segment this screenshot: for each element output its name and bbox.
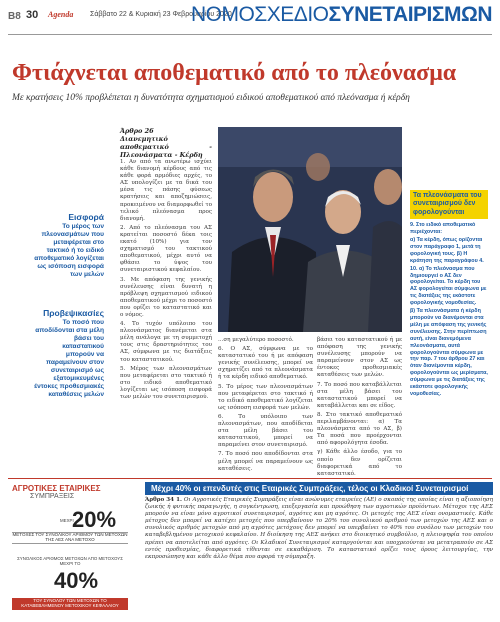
bottom-text-body: Οι Αγροτικές Εταιρικές Συμπράξεις είναι ανώνυμες εταιρείες (ΑΕ) ο σκοπός της οποίας είναι η αξιοποίηση ζωικής ή φυτικής παραγωγής, η συγκέντρωση, επεξεργασία και προώθηση των αγροτικών προϊόντων. Μέτοχοι της ΑΕΣ μπορούν να είναι μόνο αγροτικοί συνεταιρισμοί, αγρότες και μη αγρότες. Οι μετοχές της ΑΕΣ είναι ονομαστικές. Κάθε μέτοχος δεν μπορεί να κατέχει μετοχές που υπερβαίνουν το 20% του συνολικού αριθμού των μετοχών της ΑΕΣ και ο συνολικός αριθμός μετοχών από μη αγρότες μετόχους δεν μπορεί να υπερβαίνει το 40% του συνόλου των μετοχών του καταβεβλημένου μετοχικού κεφαλαίου. Η διοίκηση της ΑΕΣ ανήκει στο διοικητικό συμβούλιο, η πλειοψηφία του οποίου πρέπει να αποτελείται από αγρότες. Οι Κλαδικοί Συνεταιρισμοί καταργούνται και υποχρεούνται να μετατραπούν σε ΑΣ εντός προθεσμίας, διαφορετικά τίθενται σε εκκαθάριση. Το καταστατικό ορίζει τους όρους λειτουργίας, την εκπροσώπηση και κάθε άλλο θέμα που αφορά τη σύμπραξη.	[145, 497, 494, 560]
page-header	[8, 5, 492, 27]
stat1-value: 20%	[72, 507, 117, 532]
paragraph: ...ση μεγαλύτερο ποσοστό.	[218, 337, 294, 343]
sidebar	[410, 190, 488, 399]
sidebar-title: Τα πλεονάσματα του συνεταιρισμού δεν φορολογούνται	[410, 190, 488, 219]
blurb-text: Το μέρος των πλεονασμάτων που μεταφέρεται στο τακτικό ή το ειδικό αποθεματικό λογίζεται ως ισόποση εισφορά των μελών	[34, 223, 104, 278]
article-column-1	[120, 127, 212, 472]
blurb-prothesmiakes	[34, 308, 104, 399]
stat2-desc: ΤΟΥ ΣΥΝΟΛΟΥ ΤΩΝ ΜΕΤΟΧΩΝ ΤΟ ΚΑΤΑΒΕΒΛΗΜΕΝΟΥ ΜΕΤΟΧΙΚΟΥ ΚΕΦΑΛΑΙΟΥ	[12, 598, 128, 610]
sidebar-item: 9. Στο ειδικό αποθεματικό περιέχονται:	[410, 222, 476, 236]
photo-illustration	[218, 127, 402, 332]
paragraph: 6. Το υπόλοιπο των πλεονασμάτων, που αποδίδεται στα μέλη βάσει του καταστατικού, μπορεί να παραμείνει στον συνεταιρισμό.	[218, 413, 313, 449]
sidebar-item: β) Τα πλεονάσματα ή κέρδη μπορούν να διανέμονται στα μέλη με απόφαση της γενικής συνέλευσης. Στην περίπτωση αυτή, είναι διανεμόμενα πλεονάσματα, αυτά φορολογούνται σύμφωνα με την παρ. 7 του άρθρου 27 και όταν διανέμονται κέρδη, φορολογούνται ως μερίσματα, σύμφωνα με τις διατάξεις της εκάστοτε φορολογικής νομοθεσίας.	[410, 308, 488, 397]
sidebar-body	[410, 222, 488, 398]
paragraph: 7. Το ποσό που καταβάλλεται στα μέλη βάσει του καταστατικού μπορεί να καταβάλλεται και σε είδος.	[317, 381, 402, 409]
section-code: B8	[8, 11, 21, 22]
blurb-title: Εισφορά	[68, 212, 104, 222]
bottom-tag-sub: ΣΥΜΠΡΑΞΕΙΣ	[30, 493, 75, 500]
article-heading: Άρθρο 26	[120, 127, 154, 135]
paragraph: 5. Μέρος των πλεονασμάτων που μεταφέρεται στο τακτικό ή στο ειδικό αποθεματικό λογίζεται ως ισόποση εισφορά των μελών του συνεταιρισμού.	[120, 365, 212, 400]
article-subhead: Με κρατήσεις 10% προβλέπεται η δυνατότητα σχηματισμού ειδικού αποθεματικού από πλεόνασμα ή κέρδη	[12, 93, 410, 103]
stat1-desc: ΜΕΤΟΧΕΣ ΤΟΥ ΣΥΝΟΛΙΚΟΥ ΑΡΙΘΜΟΥ ΤΩΝ ΜΕΤΟΧΩΝ ΤΗΣ ΑΕΣ ΑΝΑ ΜΕΤΟΧΟ	[12, 532, 128, 544]
brand-name: Agenda	[48, 10, 74, 19]
bottom-headline: Μέχρι 40% οι επενδυτές στις Εταιρικές Συμπράξεις, τέλος οι Κλαδικοί Συνεταιρισμοί	[145, 482, 493, 495]
article-headline: Φτιάχνεται αποθεματικό από το πλεόνασμα	[12, 60, 457, 86]
section-title-b: ΣΥΝΕΤΑΙΡΙΣΜΩΝ	[328, 3, 492, 26]
article-subheading: Διανεμητικό αποθεματικό - Πλεονάσματα - Κέρδη	[120, 135, 212, 159]
article-photo	[218, 127, 402, 332]
paragraph: 4. Το τυχόν υπόλοιπο του πλεονάσματος διανέμεται στα μέλη ανάλογα με τη συμμετοχή τους στις δραστηριότητες του ΑΣ, σύμφωνα με τις διατάξεις του καταστατικού.	[120, 321, 212, 363]
blurb-text: Το ποσό που αποδίδονται στα μέλη βάσει του καταστατικού μπορούν να παραμείνουν στον συνεταιρισμό ως εξατομικευμένες έντοκες προθεσμιακές καταθέσεις μελών	[34, 319, 104, 398]
paragraph: 3. Με απόφαση της γενικής συνέλευσης είναι δυνατή η πρόβλεψη σχηματισμού ειδικού αποθεματικού μέχρι το ποσοστό που ορίζει το καταστατικό και ο νόμος.	[120, 276, 212, 318]
page-number: 30	[26, 9, 39, 21]
paragraph: γ) Κάθε άλλο έσοδο, για το οποίο δεν ορίζεται διαφορετικά από το καταστατικό.	[317, 449, 402, 477]
stat1-pre: ΜΕΧΡΙ	[60, 518, 74, 523]
paragraph: βάσει του καταστατικού ή με απόφαση της γενικής συνέλευσης μπορούν να παραμείνουν στον ΑΣ ως έντοκες προθεσμιακές καταθέσεις των μελών.	[317, 337, 402, 379]
paragraph: 5. Το μέρος των πλεονασμάτων που μεταφέρεται στο τακτικό ή το ειδικό αποθεματικό λογίζεται ως ισόποση εισφορά των μελών.	[218, 383, 313, 411]
bottom-text-lead: Άρθρο 34 1.	[145, 497, 182, 503]
bottom-tag	[12, 484, 101, 500]
sidebar-item: α) Τα κέρδη, όπως ορίζονται στον παράγραφο 1, μετά τη φορολογική τους. β) Η κράτηση της παραγράφου 4.	[410, 237, 484, 264]
article-column-3	[317, 337, 402, 477]
paragraph: 1. Αν από τα ανωτέρω ισχύει κάθε διανομή κέρδους από τις κάθε φορά αρμόδιες αρχές, το ΑΣ υπολογίζει με τα δικά του μέσα τις πάσης φύσεως κρατήσεις και αποζημιώσεις, προκειμένου να διαμορφωθεί το τελικό πλεόνασμα προς διανομή.	[120, 159, 212, 222]
bottom-tag-title: ΑΓΡΟΤΙΚΕΣ ΕΤΑΙΡΙΚΕΣ	[12, 484, 101, 493]
issue-date: Σάββατο 22 & Κυριακή 23 Φεβρουαρίου 2020	[90, 11, 232, 18]
stat2-value: 40%	[54, 568, 99, 593]
paragraph: 6. Ο ΑΣ, σύμφωνα με το καταστατικό του ή με απόφαση γενικής συνέλευσης, μπορεί να σχηματίζει από τα πλεονάσματα ή τα κέρδη ειδικό αποθεματικό.	[218, 346, 313, 381]
stat2-pre: ΣΥΝΟΛΙΚΟΣ ΑΡΙΘΜΟΣ ΜΕΤΟΧΩΝ ΑΠΟ ΜΕΤΟΧΟΥΣ ΜΕΧΡΙ ΤΟ	[17, 556, 123, 566]
bottom-rule	[8, 478, 492, 479]
article-column-2	[218, 337, 313, 472]
bottom-text	[145, 497, 493, 615]
section-title	[191, 3, 492, 27]
header-rule	[8, 34, 492, 35]
blurb-title: Προβεψικασίες	[43, 308, 104, 318]
paragraph: 7. Το ποσό που αποδίδονται στα μέλη μπορεί να παραμείνουν ως καταθέσεις.	[218, 451, 313, 472]
sidebar-item: 10. α) Το πλεόνασμα που δημιουργεί ο ΑΣ δεν φορολογείται. Το κέρδη του ΑΣ φορολογείται σύμφωνα με τις διατάξεις της εκάστοτε φορολογικής νομοθεσίας.	[410, 265, 487, 307]
blurb-eisfora	[34, 212, 104, 279]
paragraph: 8. Στο τακτικό αποθεματικό περιλαμβάνονται: α) Τα πλεονάσματα από το ΑΣ, β) Τα ποσά που προέρχονται από αφορολόγητα έσοδα.	[317, 411, 402, 447]
section-title-a: ΝΟΜΟΣΧΕΔΙΟ	[190, 3, 329, 26]
paragraph: 2. Από το πλεόνασμα του ΑΣ κρατείται ποσοστό δέκα τοις εκατό (10%) για τον σχηματισμό του τακτικού αποθεματικού, μέχρι αυτό να φθάσει το ύψος του συνεταιριστικού κεφαλαίου.	[120, 224, 212, 274]
